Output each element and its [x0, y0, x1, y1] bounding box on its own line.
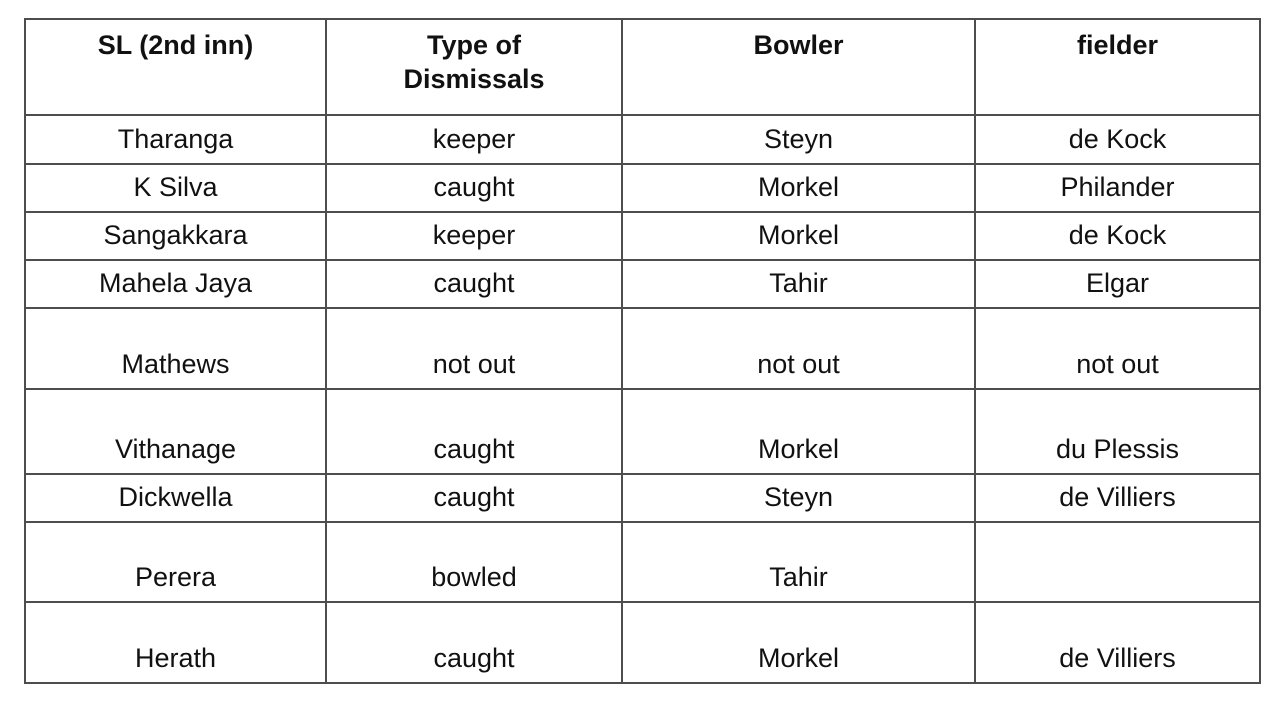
cell-fielder: Philander: [975, 164, 1260, 212]
cell-fielder: [975, 522, 1260, 602]
column-header-fielder: [975, 19, 1260, 115]
cell-dismissal: caught: [326, 389, 622, 474]
cell-bowler: Morkel: [622, 389, 975, 474]
column-header-bowler: [622, 19, 975, 115]
cell-bowler: Tahir: [622, 260, 975, 308]
cell-dismissal: caught: [326, 474, 622, 522]
cell-player: Vithanage: [25, 389, 326, 474]
cell-dismissal: bowled: [326, 522, 622, 602]
cell-fielder: du Plessis: [975, 389, 1260, 474]
cell-bowler: not out: [622, 308, 975, 389]
cell-dismissal: keeper: [326, 212, 622, 260]
cell-bowler: Steyn: [622, 115, 975, 164]
cell-dismissal: caught: [326, 164, 622, 212]
cell-player: Mahela Jaya: [25, 260, 326, 308]
cell-bowler: Morkel: [622, 164, 975, 212]
table-row: [25, 308, 1260, 389]
cell-player: Tharanga: [25, 115, 326, 164]
column-header-label: fielder: [1076, 30, 1159, 60]
cell-player: Dickwella: [25, 474, 326, 522]
column-header-sl-2nd-inn: [25, 19, 326, 115]
table-row: [25, 260, 1260, 308]
cell-player: Perera: [25, 522, 326, 602]
cell-bowler: Steyn: [622, 474, 975, 522]
table-row: [25, 389, 1260, 474]
column-header-type-of-dismissals: [326, 19, 622, 115]
dismissals-table: [24, 18, 1261, 684]
cell-fielder: de Villiers: [975, 602, 1260, 683]
column-header-label: Bowler: [753, 30, 844, 60]
cell-dismissal: caught: [326, 602, 622, 683]
cell-dismissal: keeper: [326, 115, 622, 164]
table-row: [25, 212, 1260, 260]
table-row: [25, 115, 1260, 164]
table-row: [25, 474, 1260, 522]
column-header-label: SL (2nd inn): [97, 30, 254, 60]
cell-dismissal: caught: [326, 260, 622, 308]
cell-bowler: Morkel: [622, 212, 975, 260]
cell-fielder: not out: [975, 308, 1260, 389]
cell-fielder: de Kock: [975, 115, 1260, 164]
cell-dismissal: not out: [326, 308, 622, 389]
header-row: [25, 19, 1260, 115]
column-header-label: Type of Dismissals: [403, 30, 545, 94]
cell-fielder: de Villiers: [975, 474, 1260, 522]
cell-player: Mathews: [25, 308, 326, 389]
table-row: [25, 522, 1260, 602]
cell-fielder: Elgar: [975, 260, 1260, 308]
table-row: [25, 602, 1260, 683]
cell-player: Herath: [25, 602, 326, 683]
table-row: [25, 164, 1260, 212]
cell-fielder: de Kock: [975, 212, 1260, 260]
cell-player: K Silva: [25, 164, 326, 212]
cell-bowler: Morkel: [622, 602, 975, 683]
cell-player: Sangakkara: [25, 212, 326, 260]
cell-bowler: Tahir: [622, 522, 975, 602]
